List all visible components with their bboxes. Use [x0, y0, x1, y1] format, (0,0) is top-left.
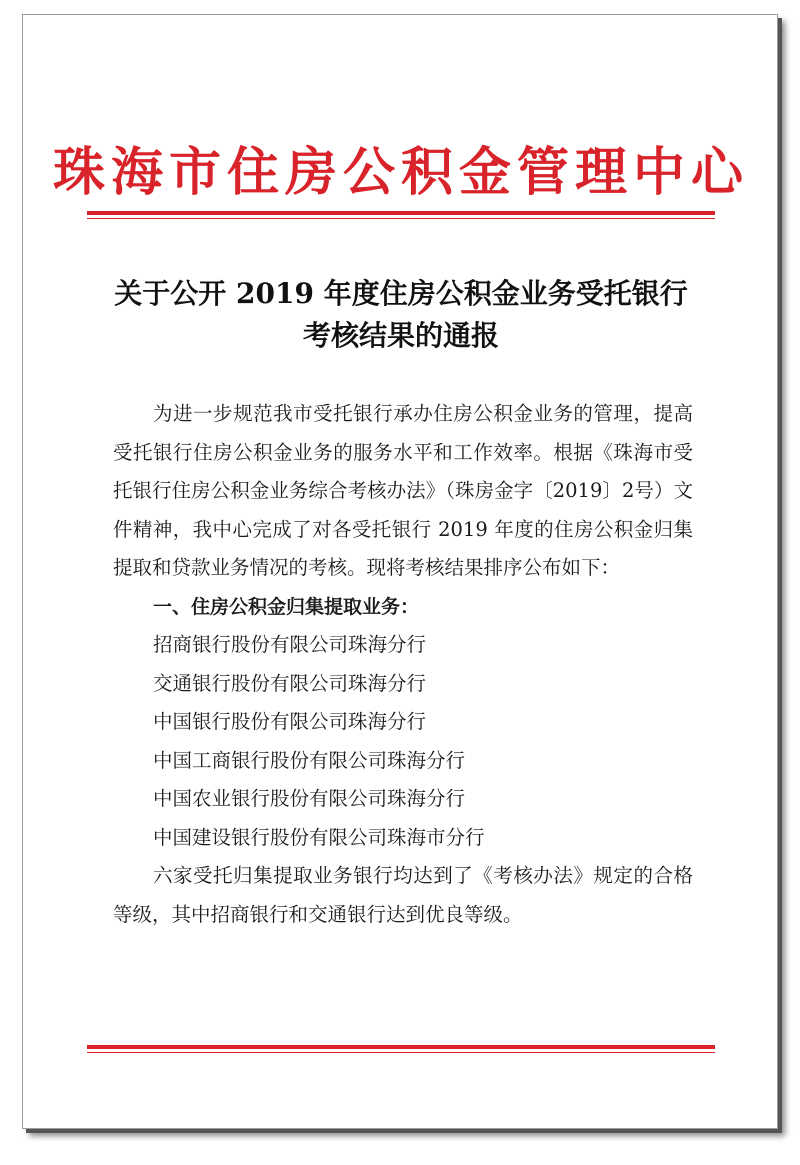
footer-rule — [87, 1045, 715, 1053]
document-title — [23, 273, 779, 357]
document-page — [22, 14, 778, 1129]
letterhead-org-name: 珠海市住房公积金管理中心 — [52, 142, 749, 203]
title-line-2: 考核结果的通报 — [302, 319, 499, 352]
rule-thick-line — [87, 1045, 715, 1049]
rule-thin-line — [87, 218, 715, 219]
section-1-heading: 一、住房公积金归集提取业务： — [153, 595, 420, 618]
bank-list-item: 中国农业银行股份有限公司珠海分行 — [153, 787, 466, 810]
intro-paragraph: 为进一步规范我市受托银行承办住房公积金业务的管理，提高受托银行住房公积金业务的服务水平和工作效率。根据《珠海市受托银行住房公积金业务综合考核办法》（珠房金字〔2019〕2号）文件精神，我中心完成了对各受托银行 2019 年度的住房公积金归集提取和贷款业务情况的考核。现将考核结果排序公布如下： — [113, 402, 693, 579]
bank-list-item: 中国建设银行股份有限公司珠海市分行 — [153, 825, 485, 849]
rule-thin-line — [87, 1052, 715, 1053]
rule-thick-line — [87, 211, 715, 215]
bank-list-item: 中国银行股份有限公司珠海分行 — [153, 710, 427, 733]
title-line-1: 关于公开 2019 年度住房公积金业务受托银行 — [114, 277, 688, 310]
bank-list-item: 招商银行股份有限公司珠海分行 — [153, 633, 427, 656]
document-body — [113, 395, 693, 934]
letterhead-top-rule — [87, 211, 715, 219]
bank-list-item: 交通银行股份有限公司珠海分行 — [153, 671, 427, 695]
conclusion-paragraph: 六家受托归集提取业务银行均达到了《考核办法》规定的合格等级，其中招商银行和交通银行达到优良等级。 — [113, 864, 693, 926]
bank-list-item: 中国工商银行股份有限公司珠海分行 — [153, 748, 466, 772]
